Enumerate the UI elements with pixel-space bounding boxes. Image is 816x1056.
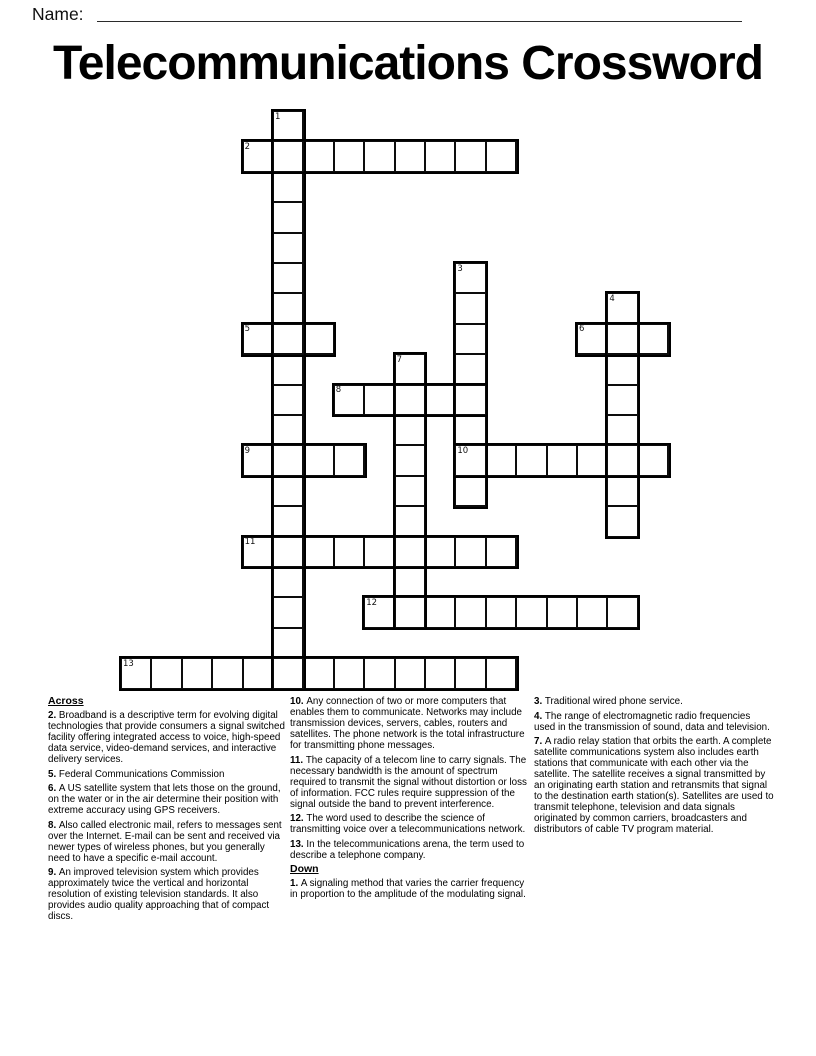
grid-cell-r7-c6[interactable] bbox=[302, 323, 334, 355]
grid-cell-r11-c7[interactable] bbox=[333, 444, 365, 476]
grid-cell-r18-c9[interactable] bbox=[394, 657, 426, 689]
grid-cell-r8-c11[interactable] bbox=[454, 353, 486, 385]
grid-cell-r10-c5[interactable] bbox=[272, 414, 304, 446]
grid-cell-r14-c9[interactable] bbox=[394, 536, 426, 568]
clue-text: Any connection of two or more computers that enables them to communicate. Networks may include transmission devices, servers, cables, routers and satellites. The phone network is the total infrastructure for transmitting phone messages. bbox=[290, 696, 525, 751]
grid-cell-r12-c16[interactable] bbox=[606, 475, 638, 507]
grid-cell-r1-c8[interactable] bbox=[363, 140, 395, 172]
clue-8 bbox=[48, 820, 288, 864]
grid-cell-r11-c15[interactable] bbox=[576, 444, 608, 476]
grid-cell-r1-c6[interactable] bbox=[302, 140, 334, 172]
name-label: Name: bbox=[32, 4, 84, 24]
clue-10 bbox=[290, 696, 530, 751]
grid-cell-r6-c5[interactable] bbox=[272, 292, 304, 324]
clue-text: The word used to describe the science of transmitting voice over a telecommunications network. bbox=[290, 813, 526, 835]
down-header: Down bbox=[290, 863, 319, 875]
cell-number-13: 13 bbox=[123, 658, 134, 669]
grid-cell-r9-c8[interactable] bbox=[363, 384, 395, 416]
clue-number: 6. bbox=[48, 783, 59, 794]
grid-cell-r16-c16[interactable] bbox=[606, 596, 638, 628]
grid-cell-r8-c5[interactable] bbox=[272, 353, 304, 385]
grid-cell-r18-c12[interactable] bbox=[485, 657, 517, 689]
clue-number: 4. bbox=[534, 710, 545, 722]
clue-number: 7. bbox=[534, 736, 545, 747]
clue-4 bbox=[534, 711, 774, 733]
grid-cell-r11-c9[interactable] bbox=[394, 444, 426, 476]
clue-11 bbox=[290, 755, 530, 810]
clue-text: Broadband is a descriptive term for evolving digital technologies that provide consumers a signal switched facility offering integrated access to voice, high-speed data service, video-demand services, and interactive delivery services. bbox=[48, 710, 285, 765]
grid-cell-r11-c5[interactable] bbox=[272, 444, 304, 476]
clue-number: 1. bbox=[290, 878, 301, 889]
cell-number-8: 8 bbox=[335, 385, 342, 396]
grid-cell-r14-c11[interactable] bbox=[454, 536, 486, 568]
clue-number: 3. bbox=[534, 696, 545, 707]
grid-cell-r11-c6[interactable] bbox=[302, 444, 334, 476]
clue-number: 2. bbox=[48, 710, 59, 721]
grid-cell-r8-c16[interactable] bbox=[606, 353, 638, 385]
clues-column-2 bbox=[290, 696, 530, 904]
clue-text: A radio relay station that orbits the earth. A complete satellite communications system also includes earth stations that communicate with each other via the satellite. The satellite receives a signal transmitted by an originating earth station and retransmits that signal to the destination earth station(s). Satellites are used to transmit telephone, television and data signals originated by common carriers, broadcasters and distributors of cable TV program material. bbox=[534, 736, 774, 835]
cell-number-6: 6 bbox=[579, 324, 585, 335]
grid-cell-r14-c7[interactable] bbox=[333, 536, 365, 568]
grid-cell-r11-c13[interactable] bbox=[515, 444, 547, 476]
grid-cell-r1-c5[interactable] bbox=[272, 140, 304, 172]
clue-number: 8. bbox=[48, 819, 59, 831]
clue-text: Federal Communications Commission bbox=[58, 768, 225, 780]
grid-cell-r9-c10[interactable] bbox=[424, 384, 456, 416]
clue-text: The capacity of a telecom line to carry signals. The necessary bandwidth is the amount of spectrum required to transmit the signal without distortion or loss of information. FCC rules require suppression of the signal outside the band to prevent interference. bbox=[290, 754, 527, 810]
grid-cell-r18-c7[interactable] bbox=[333, 657, 365, 689]
grid-cell-r16-c5[interactable] bbox=[272, 596, 304, 628]
clue-text: The range of electromagnetic radio frequencies used in the transmission of sound, data and television. bbox=[534, 710, 770, 733]
grid-cell-r18-c10[interactable] bbox=[424, 657, 456, 689]
grid-cell-r7-c11[interactable] bbox=[454, 323, 486, 355]
grid-cell-r15-c5[interactable] bbox=[272, 566, 304, 598]
clue-5 bbox=[48, 769, 288, 780]
cell-number-9: 9 bbox=[244, 445, 251, 456]
grid-cell-r14-c8[interactable] bbox=[363, 536, 395, 568]
grid-cell-r13-c16[interactable] bbox=[606, 505, 638, 537]
clue-number: 11. bbox=[290, 754, 306, 766]
grid-cell-r17-c5[interactable] bbox=[272, 627, 304, 659]
grid-cell-r18-c5[interactable] bbox=[272, 657, 304, 689]
grid-cell-r4-c5[interactable] bbox=[272, 232, 304, 264]
clue-number: 12. bbox=[290, 813, 307, 824]
clue-text: An improved television system which provides approximately twice the vertical and horizontal resolution of existing television standards. It also provides audio quality approaching that of compact discs. bbox=[48, 867, 270, 922]
grid-cell-r13-c5[interactable] bbox=[272, 505, 304, 537]
grid-cell-r12-c9[interactable] bbox=[394, 475, 426, 507]
grid-cell-r11-c12[interactable] bbox=[485, 444, 517, 476]
clue-text: In the telecommunications arena, the term used to describe a telephone company. bbox=[290, 838, 525, 861]
grid-cell-r14-c5[interactable] bbox=[272, 536, 304, 568]
grid-cell-r16-c12[interactable] bbox=[485, 596, 517, 628]
grid-cell-r1-c10[interactable] bbox=[424, 140, 456, 172]
page-title: Telecommunications Crossword bbox=[53, 37, 763, 90]
cell-number-7: 7 bbox=[396, 354, 403, 365]
grid-cell-r1-c12[interactable] bbox=[485, 140, 517, 172]
grid-cell-r10-c11[interactable] bbox=[454, 414, 486, 446]
grid-cell-r16-c14[interactable] bbox=[546, 596, 578, 628]
grid-cell-r7-c16[interactable] bbox=[606, 323, 638, 355]
grid-cell-r13-c9[interactable] bbox=[394, 505, 426, 537]
cell-number-5: 5 bbox=[244, 324, 251, 335]
grid-cell-r18-c2[interactable] bbox=[181, 657, 213, 689]
grid-cell-r16-c15[interactable] bbox=[576, 596, 608, 628]
grid-cell-r9-c9[interactable] bbox=[394, 384, 426, 416]
clues-column-3 bbox=[534, 696, 774, 839]
clue-text: A US satellite system that lets those on the ground, on the water or in the air determine their position with extreme accuracy using GPS receivers. bbox=[48, 783, 281, 816]
clue-text: Also called electronic mail, refers to messages sent over the Internet. E-mail can be sent and received via newer types of wireless phones, but you generally need to have a specific e-mail account. bbox=[48, 819, 282, 864]
cell-number-10: 10 bbox=[457, 445, 469, 456]
grid-cell-r16-c13[interactable] bbox=[515, 596, 547, 628]
name-row bbox=[32, 4, 84, 25]
grid-cell-r12-c11[interactable] bbox=[454, 475, 486, 507]
grid-cell-r3-c5[interactable] bbox=[272, 201, 304, 233]
clue-9 bbox=[48, 867, 288, 922]
grid-cell-r2-c5[interactable] bbox=[272, 171, 304, 203]
cell-number-3: 3 bbox=[457, 263, 463, 274]
clue-13 bbox=[290, 839, 530, 861]
cell-number-2: 2 bbox=[244, 141, 251, 152]
grid-cell-r12-c5[interactable] bbox=[272, 475, 304, 507]
clue-text: Traditional wired phone service. bbox=[544, 696, 683, 707]
grid-cell-r18-c4[interactable] bbox=[242, 657, 274, 689]
grid-cell-r16-c11[interactable] bbox=[454, 596, 486, 628]
grid-cell-r11-c14[interactable] bbox=[546, 444, 578, 476]
clue-7 bbox=[534, 736, 774, 835]
clue-6 bbox=[48, 783, 288, 816]
grid-cell-r1-c7[interactable] bbox=[333, 140, 365, 172]
grid-cell-r5-c5[interactable] bbox=[272, 262, 304, 294]
clue-12 bbox=[290, 813, 530, 835]
grid-cell-r10-c9[interactable] bbox=[394, 414, 426, 446]
grid-cell-r18-c8[interactable] bbox=[363, 657, 395, 689]
clues-column-1 bbox=[48, 696, 288, 926]
clue-number: 13. bbox=[290, 838, 307, 850]
across-header: Across bbox=[48, 695, 84, 707]
clue-1 bbox=[290, 878, 530, 900]
cell-number-12: 12 bbox=[366, 597, 378, 608]
grid-cell-r10-c16[interactable] bbox=[606, 414, 638, 446]
grid-cell-r14-c10[interactable] bbox=[424, 536, 456, 568]
grid-cell-r18-c3[interactable] bbox=[211, 657, 243, 689]
grid-cell-r16-c10[interactable] bbox=[424, 596, 456, 628]
crossword-grid bbox=[120, 110, 680, 700]
grid-cell-r14-c6[interactable] bbox=[302, 536, 334, 568]
clue-2 bbox=[48, 710, 288, 765]
grid-cell-r16-c9[interactable] bbox=[394, 596, 426, 628]
grid-cell-r18-c11[interactable] bbox=[454, 657, 486, 689]
grid-cell-r1-c11[interactable] bbox=[454, 140, 486, 172]
cell-number-11: 11 bbox=[244, 537, 256, 548]
grid-cell-r18-c6[interactable] bbox=[302, 657, 334, 689]
grid-cell-r14-c12[interactable] bbox=[485, 536, 517, 568]
grid-cell-r11-c17[interactable] bbox=[637, 444, 669, 476]
cell-number-4: 4 bbox=[609, 293, 615, 304]
grid-cell-r6-c11[interactable] bbox=[454, 292, 486, 324]
clue-text: A signaling method that varies the carrier frequency in proportion to the amplitude of the modulating signal. bbox=[290, 878, 526, 900]
grid-cell-r9-c16[interactable] bbox=[606, 384, 638, 416]
grid-cell-r18-c1[interactable] bbox=[150, 657, 182, 689]
grid-cell-r7-c17[interactable] bbox=[637, 323, 669, 355]
clue-number: 9. bbox=[48, 867, 59, 878]
clue-number: 10. bbox=[290, 696, 307, 707]
clue-number: 5. bbox=[48, 768, 59, 780]
grid-cell-r1-c9[interactable] bbox=[394, 140, 426, 172]
name-underline bbox=[97, 21, 742, 22]
grid-cell-r15-c9[interactable] bbox=[394, 566, 426, 598]
grid-cell-r11-c16[interactable] bbox=[606, 444, 638, 476]
grid-cell-r9-c11[interactable] bbox=[454, 384, 486, 416]
grid-cell-r7-c5[interactable] bbox=[272, 323, 304, 355]
cell-number-1: 1 bbox=[275, 111, 281, 122]
grid-cell-r9-c5[interactable] bbox=[272, 384, 304, 416]
clue-3 bbox=[534, 696, 774, 707]
